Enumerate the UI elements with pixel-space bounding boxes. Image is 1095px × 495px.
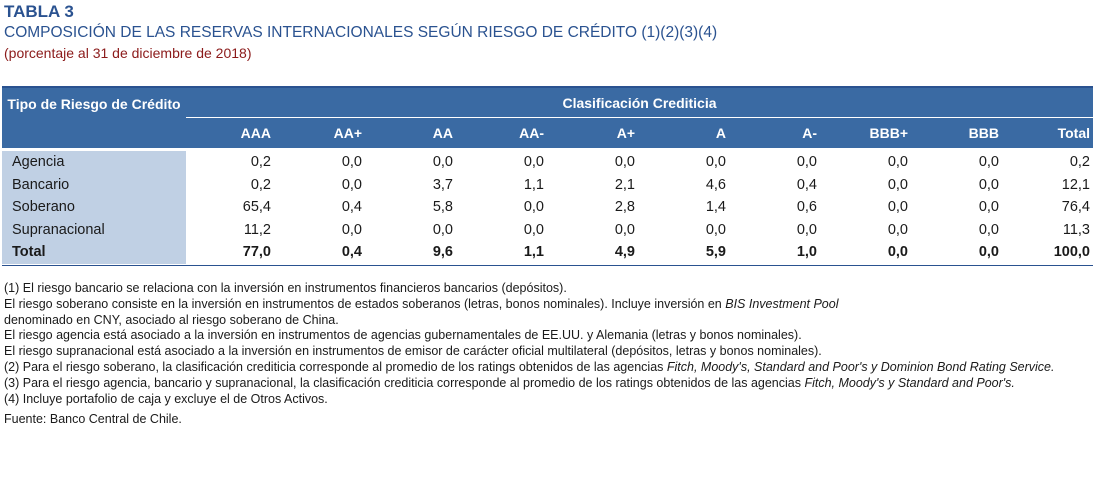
table-cell: 0,0 [705,221,726,238]
column-header: A [715,125,726,141]
table-cell: 0,6 [796,199,817,215]
table-cell: 4,6 [705,176,726,193]
table-cell: 11,3 [1062,221,1090,238]
table-cell: 0,4 [341,244,362,260]
group-header: Clasificación Crediticia [562,95,717,111]
group-header-rule [186,117,1093,118]
table-cell: 5,8 [432,199,453,215]
footnote-1-supranational: El riesgo supranacional está asociado a la inversión en instrumentos de emisor de carácter oficial multilateral (depósitos, letras y bonos nominales). [4,344,822,359]
table-cell: 9,6 [432,244,453,260]
source-note: Fuente: Banco Central de Chile. [4,412,182,427]
footnote-1-banking: (1) El riesgo bancario se relaciona con la inversión en instrumentos financieros bancarios (depósitos). [4,281,567,295]
column-header: AA [432,125,453,141]
footnote-3: (3) Para el riesgo agencia, bancario y supranacional, la clasificación crediticia corresponde al promedio de los ratings obtenidos de las agencias Fitch, Moody's y Standard and Poor's. [4,375,1015,390]
table-cell: 0,0 [978,199,999,215]
table-cell: 0,0 [341,176,362,193]
table-cell: 0,0 [432,221,453,238]
table-cell: 0,0 [523,199,544,215]
table-body [2,151,1093,264]
table-cell: 0,0 [796,154,817,170]
table-cell: 0,0 [705,154,726,170]
table-cell: 0,0 [614,154,635,170]
table-row [2,174,1093,196]
table-cell: 0,0 [978,154,999,170]
footnote-4: (4) Incluye portafolio de caja y excluye el de Otros Activos. [4,391,328,406]
total-row [2,241,1093,263]
table-cell: 0,0 [523,221,544,238]
table-row [2,151,1093,173]
table-cell: 0,0 [796,221,817,238]
table-cell: 1,4 [705,199,726,215]
table-cell: 0,0 [341,154,362,170]
table-cell: 0,0 [432,154,453,170]
table-cell: 1,1 [523,244,544,260]
column-header: AA- [519,125,544,141]
table-cell: 0,2 [250,154,271,170]
column-header: AA+ [333,125,362,141]
table-cell: 100,0 [1053,244,1090,260]
table-cell: 0,0 [887,154,908,170]
table-cell: 4,9 [614,244,635,260]
table-cell: 0,4 [341,199,362,215]
table-cell: 0,0 [887,199,908,215]
row-label: Total [12,244,46,260]
column-header: BBB+ [869,125,908,141]
row-label: Supranacional [12,221,105,238]
table-cell: 1,0 [796,244,817,260]
table-cell: 77,0 [242,244,271,260]
table-title: COMPOSICIÓN DE LAS RESERVAS INTERNACIONALES SEGÚN RIESGO DE CRÉDITO (1)(2)(3)(4) [4,24,718,41]
table-cell: 2,8 [614,199,635,215]
table-cell: 3,7 [432,176,453,193]
table-bottom-rule [2,265,1093,266]
footnote-2: (2) Para el riesgo soberano, la clasificación crediticia corresponde al promedio de los ratings obtenidos de las agencias Fitch, Moody's, Standard and Poor's y Dominion Bond Rating Service. [4,359,1055,374]
table-cell: 0,0 [978,176,999,193]
table-row [2,219,1093,241]
table-header [4,2,1090,62]
table-subtitle: (porcentaje al 31 de diciembre de 2018) [4,45,252,61]
row-header: Tipo de Riesgo de Crédito [7,96,181,112]
row-label: Bancario [12,176,70,193]
row-label: Agencia [12,154,65,170]
table-cell: 0,0 [523,154,544,170]
table-head [2,88,1093,148]
table-cell: 0,0 [887,244,908,260]
table-cell: 0,0 [887,221,908,238]
credit-risk-table [2,86,1093,266]
table-cell: 76,4 [1061,199,1090,215]
table-cell: 1,1 [523,176,544,193]
table-cell: 0,0 [341,221,362,238]
table-cell: 65,4 [242,199,271,215]
table-cell: 0,0 [978,221,999,238]
footnote-1-agency: El riesgo agencia está asociado a la inversión en instrumentos de agencias gubernamentales de EE.UU. y Alemania (letras y bonos nominales). [4,328,802,343]
row-label: Soberano [12,199,75,215]
table-cell: 0,0 [614,221,635,238]
column-header: A+ [616,125,635,141]
column-header: BBB [968,125,999,141]
footnotes [4,281,1088,428]
table-cell: 11,2 [243,221,271,238]
table-cell: 0,0 [978,244,999,260]
table-cell: 2,1 [614,176,635,193]
table-row [2,196,1093,218]
table-cell: 0,4 [796,176,817,193]
table-cell: 0,2 [1069,154,1090,170]
table-cell: 12,1 [1061,176,1090,193]
table-cell: 5,9 [705,244,726,260]
footnote-1-sovereign-cont: denominado en CNY, asociado al riesgo soberano de China. [4,312,339,327]
table-cell: 0,2 [250,176,271,193]
table-number: TABLA 3 [4,2,74,21]
table-cell: 0,0 [887,176,908,193]
column-header: AAA [240,125,271,141]
column-header: A- [802,125,817,141]
footnote-1-sovereign: El riesgo soberano consiste en la inversión en instrumentos de estados soberanos (letras, bonos nominales). Incluye inversión en BIS Investment Pool [4,296,839,311]
column-header: Total [1057,125,1090,141]
